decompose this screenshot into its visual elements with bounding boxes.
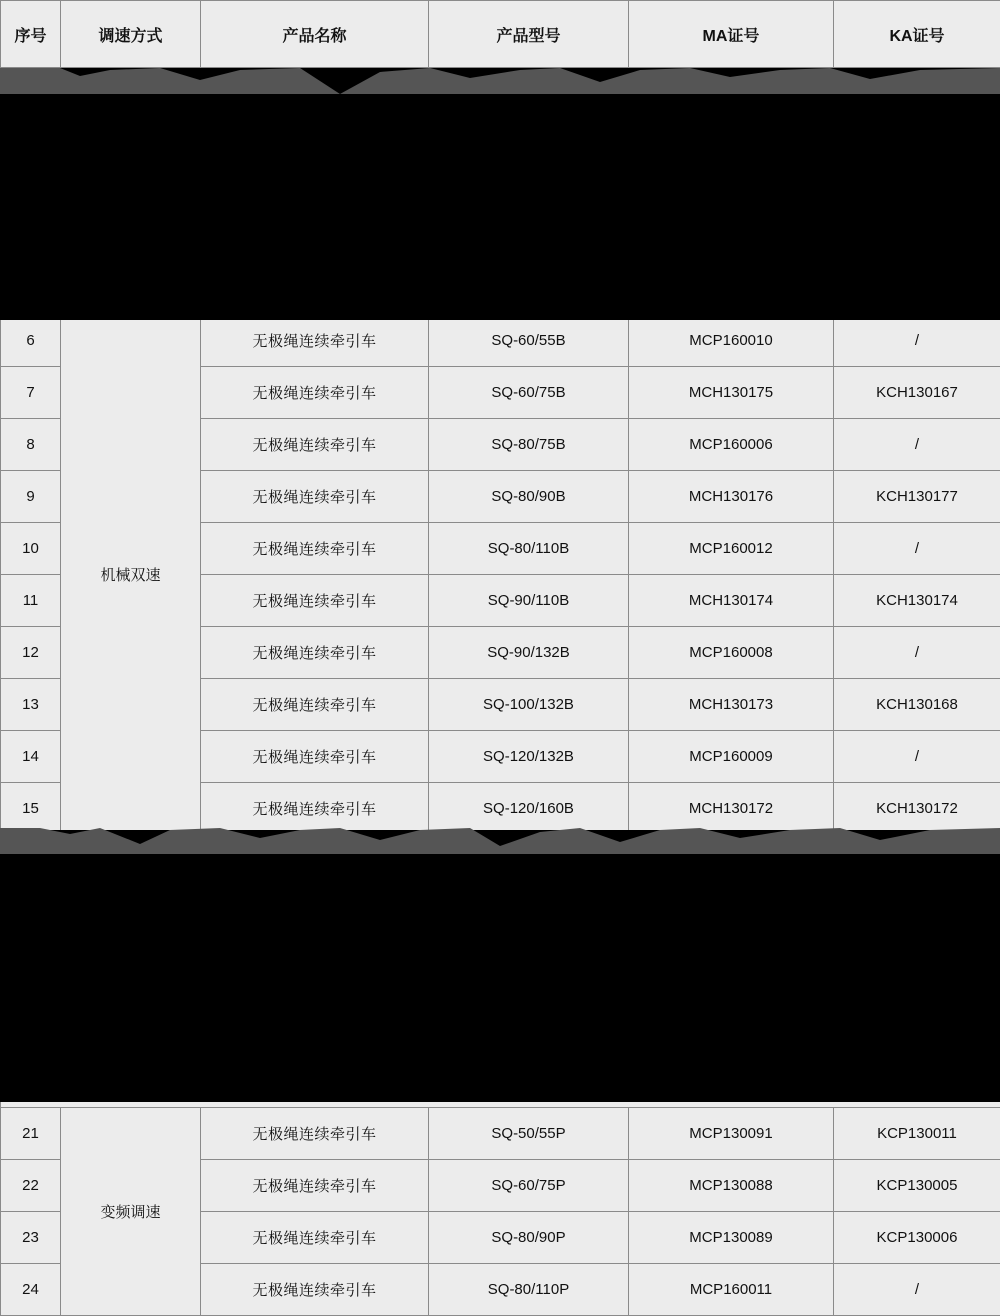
- cell-index: 22: [1, 1160, 61, 1212]
- cell-product-name: 无极绳连续牵引车: [201, 575, 429, 627]
- column-header-ka-cert: KA证号: [834, 1, 1000, 68]
- cell-ma-cert: MCH130176: [629, 471, 834, 523]
- cell-product-model: SQ-120/132B: [429, 731, 629, 783]
- cell-index: 9: [1, 471, 61, 523]
- cell-product-model: SQ-60/55B: [429, 315, 629, 367]
- column-header-index: 序号: [1, 1, 61, 68]
- cell-ka-cert: KCP130005: [834, 1160, 1000, 1212]
- cell-product-model: SQ-80/90B: [429, 471, 629, 523]
- redaction-band-upper: [0, 68, 1000, 320]
- cell-ka-cert: KCH130168: [834, 679, 1000, 731]
- column-header-ma-cert: MA证号: [629, 1, 834, 68]
- cell-product-name: 无极绳连续牵引车: [201, 471, 429, 523]
- cell-ma-cert: MCP160011: [629, 1264, 834, 1316]
- cell-ka-cert: KCH130172: [834, 783, 1000, 835]
- cell-ma-cert: MCP130088: [629, 1160, 834, 1212]
- cell-index: 7: [1, 367, 61, 419]
- cell-product-name: 无极绳连续牵引车: [201, 419, 429, 471]
- cell-product-name: 无极绳连续牵引车: [201, 783, 429, 835]
- cell-ka-cert: /: [834, 419, 1000, 471]
- cell-index: 15: [1, 783, 61, 835]
- table-row: [1, 315, 1000, 367]
- cell-index: 21: [1, 1108, 61, 1160]
- cell-ka-cert: KCP130006: [834, 1212, 1000, 1264]
- table-row: [1, 1108, 1000, 1160]
- cell-ma-cert: MCH130175: [629, 367, 834, 419]
- cell-ka-cert: /: [834, 731, 1000, 783]
- redaction-edge-upper-bottom: [0, 294, 1000, 320]
- cell-product-model: SQ-60/75P: [429, 1160, 629, 1212]
- cell-index: 6: [1, 315, 61, 367]
- column-header-product-model: 产品型号: [429, 1, 629, 68]
- cell-index: 13: [1, 679, 61, 731]
- cell-ka-cert: KCH130167: [834, 367, 1000, 419]
- cell-index: 23: [1, 1212, 61, 1264]
- redaction-edge-lower-bottom: [0, 1076, 1000, 1102]
- cell-product-model: SQ-100/132B: [429, 679, 629, 731]
- cell-product-name: 无极绳连续牵引车: [201, 523, 429, 575]
- cell-ka-cert: KCH130177: [834, 471, 1000, 523]
- table-header: [1, 1, 1000, 68]
- cell-index: 10: [1, 523, 61, 575]
- cell-ma-cert: MCH130174: [629, 575, 834, 627]
- cell-ma-cert: MCP160006: [629, 419, 834, 471]
- cell-product-model: SQ-80/110B: [429, 523, 629, 575]
- cell-product-name: 无极绳连续牵引车: [201, 679, 429, 731]
- redaction-edge-lower-top: [0, 828, 1000, 854]
- cell-product-model: SQ-50/55P: [429, 1108, 629, 1160]
- cell-product-model: SQ-80/75B: [429, 419, 629, 471]
- cell-ka-cert: KCP130011: [834, 1108, 1000, 1160]
- cell-product-name: 无极绳连续牵引车: [201, 1212, 429, 1264]
- redaction-band-lower: [0, 830, 1000, 1102]
- cell-product-model: SQ-120/160B: [429, 783, 629, 835]
- cell-ma-cert: MCP160009: [629, 731, 834, 783]
- table-header-row: [1, 1, 1000, 68]
- column-header-product-name: 产品名称: [201, 1, 429, 68]
- cell-ka-cert: /: [834, 315, 1000, 367]
- cell-ka-cert: /: [834, 523, 1000, 575]
- cell-product-name: 无极绳连续牵引车: [201, 1160, 429, 1212]
- cell-product-name: 无极绳连续牵引车: [201, 315, 429, 367]
- cell-product-name: 无极绳连续牵引车: [201, 627, 429, 679]
- column-header-mode: 调速方式: [61, 1, 201, 68]
- cell-product-model: SQ-80/90P: [429, 1212, 629, 1264]
- cell-ma-cert: MCH130172: [629, 783, 834, 835]
- cell-index: 8: [1, 419, 61, 471]
- cell-product-name: 无极绳连续牵引车: [201, 731, 429, 783]
- cell-product-model: SQ-90/132B: [429, 627, 629, 679]
- cell-index: 12: [1, 627, 61, 679]
- cell-product-name: 无极绳连续牵引车: [201, 367, 429, 419]
- cell-index: 11: [1, 575, 61, 627]
- cell-ma-cert: MCP160008: [629, 627, 834, 679]
- cell-index: 24: [1, 1264, 61, 1316]
- cell-ka-cert: /: [834, 627, 1000, 679]
- cell-product-model: SQ-90/110B: [429, 575, 629, 627]
- cell-ma-cert: MCP130089: [629, 1212, 834, 1264]
- cell-index: 14: [1, 731, 61, 783]
- cell-product-model: SQ-60/75B: [429, 367, 629, 419]
- cell-ma-cert: MCH130173: [629, 679, 834, 731]
- cell-product-name: 无极绳连续牵引车: [201, 1264, 429, 1316]
- cell-ma-cert: MCP130091: [629, 1108, 834, 1160]
- cell-ka-cert: KCH130174: [834, 575, 1000, 627]
- redaction-edge-upper-top: [0, 68, 1000, 94]
- cell-mode-group2: 变频调速: [61, 1108, 201, 1316]
- cell-product-model: SQ-80/110P: [429, 1264, 629, 1316]
- cell-ma-cert: MCP160010: [629, 315, 834, 367]
- cell-ka-cert: /: [834, 1264, 1000, 1316]
- cell-mode-group1: 机械双速: [61, 315, 201, 835]
- cell-ma-cert: MCP160012: [629, 523, 834, 575]
- cell-product-name: 无极绳连续牵引车: [201, 1108, 429, 1160]
